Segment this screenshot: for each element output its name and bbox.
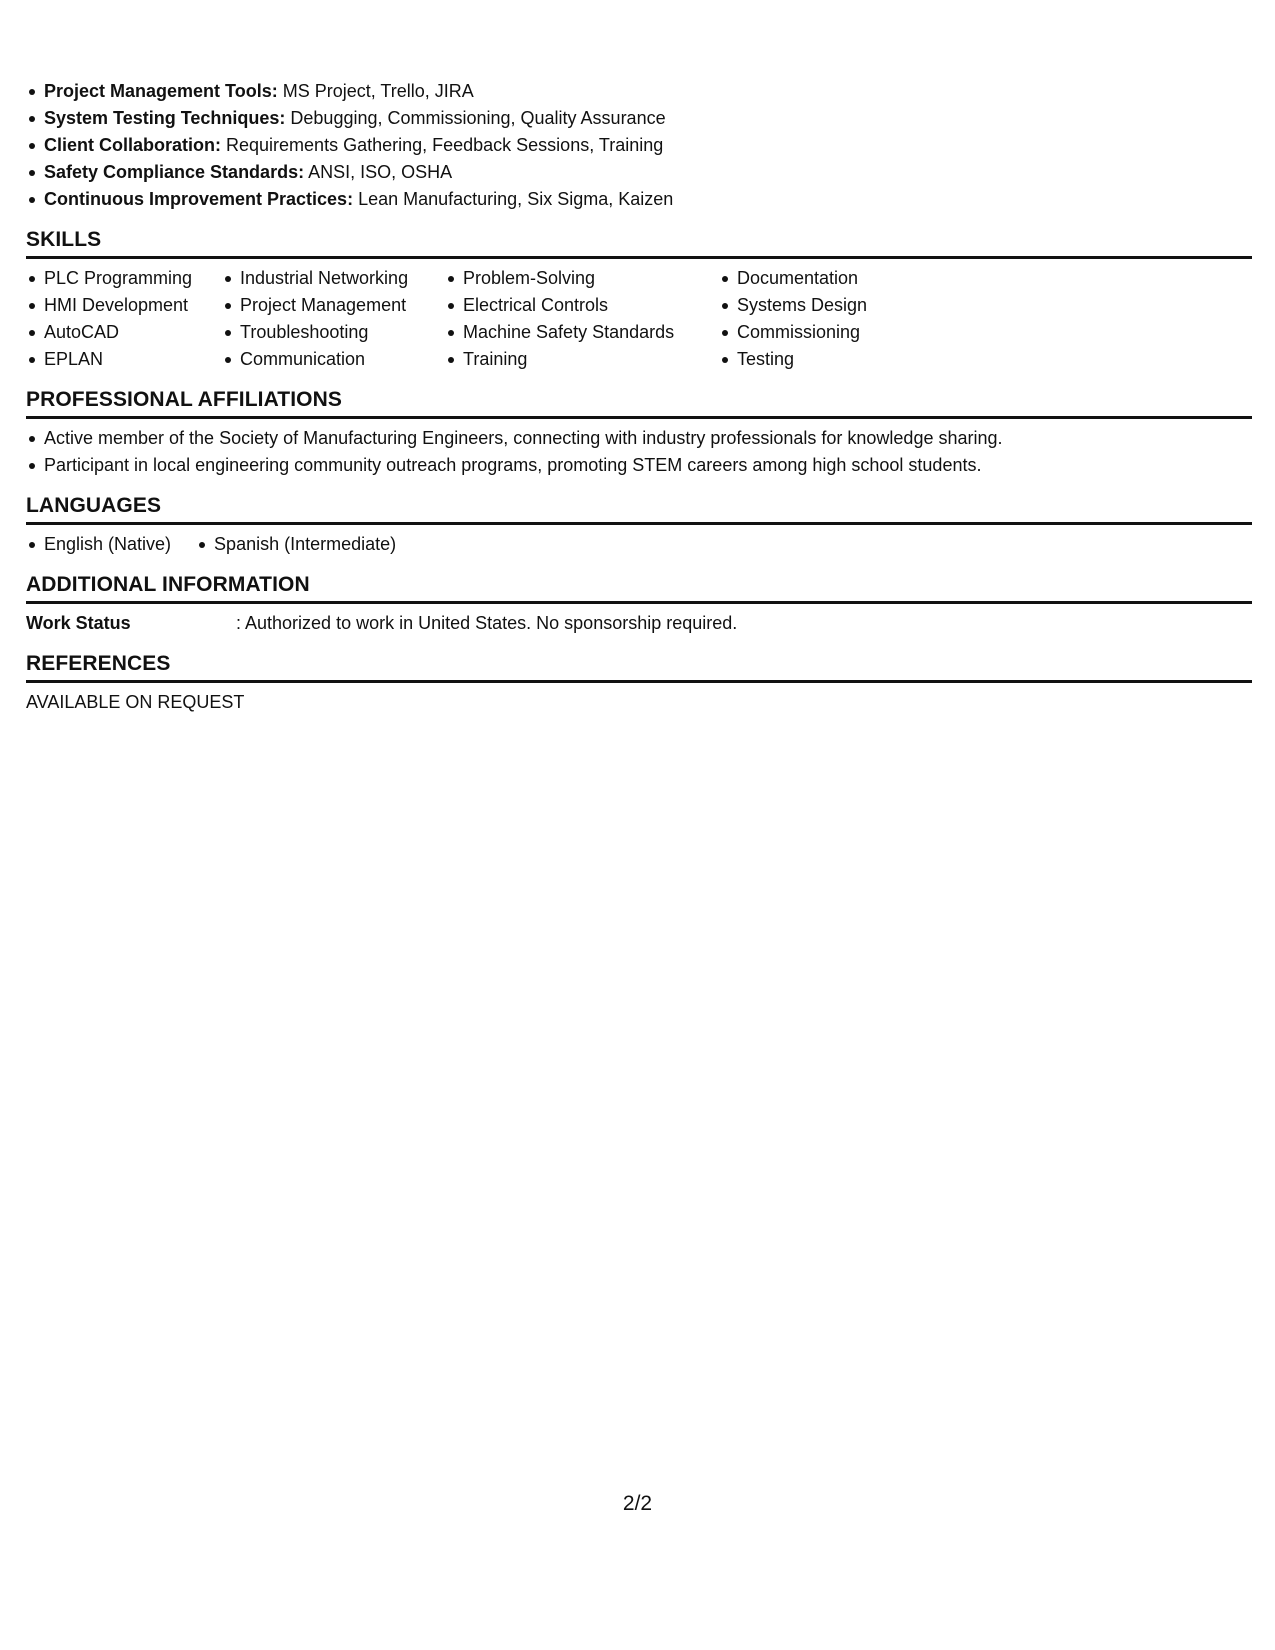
skill-item: Industrial Networking [240, 265, 445, 292]
affiliations-list [26, 425, 1252, 479]
list-item [44, 78, 1252, 105]
skill-item: Project Management [240, 292, 445, 319]
list-item [44, 186, 1252, 213]
references-section [26, 651, 1252, 716]
item-label: Safety Compliance Standards: [44, 162, 305, 182]
list-item [44, 159, 1252, 186]
skills-column [222, 265, 445, 373]
item-label: Continuous Improvement Practices: [44, 189, 354, 209]
section-title: PROFESSIONAL AFFILIATIONS [26, 388, 342, 411]
skill-item: Machine Safety Standards [463, 319, 719, 346]
skill-item: Electrical Controls [463, 292, 719, 319]
item-value: ANSI, ISO, OSHA [308, 162, 453, 182]
section-divider [26, 256, 1252, 259]
skills-section [26, 227, 1252, 373]
section-divider [26, 416, 1252, 419]
skills-column [26, 265, 222, 373]
skills-list [240, 265, 445, 373]
skills-column [445, 265, 719, 373]
section-divider [26, 601, 1252, 604]
skill-item: Communication [240, 346, 445, 373]
list-item: Participant in local engineering community outreach programs, promoting STEM careers among high school students. [44, 452, 1252, 479]
item-value: Lean Manufacturing, Six Sigma, Kaizen [358, 189, 674, 209]
work-status-row [26, 610, 1252, 637]
additional-info-section [26, 572, 1252, 637]
section-divider [26, 522, 1252, 525]
skill-item: Commissioning [737, 319, 937, 346]
language-item: Spanish (Intermediate) [214, 531, 396, 558]
skill-item: Troubleshooting [240, 319, 445, 346]
languages-section [26, 493, 1252, 558]
item-value: Debugging, Commissioning, Quality Assurance [290, 108, 666, 128]
list-item: Active member of the Society of Manufacturing Engineers, connecting with industry professionals for knowledge sharing. [44, 425, 1252, 452]
skill-item: EPLAN [44, 346, 222, 373]
page-number: 2/2 [622, 1492, 653, 1515]
skill-item: Problem-Solving [463, 265, 719, 292]
section-divider [26, 680, 1252, 683]
section-title: REFERENCES [26, 652, 171, 675]
work-status-value: : Authorized to work in United States. No sponsorship required. [236, 613, 738, 633]
language-item: English (Native) [44, 531, 171, 558]
skills-list [737, 265, 937, 373]
skill-item: AutoCAD [44, 319, 222, 346]
skills-list [44, 265, 222, 373]
item-value: MS Project, Trello, JIRA [282, 81, 474, 101]
item-label: Project Management Tools: [44, 81, 278, 101]
skills-list [463, 265, 719, 373]
section-title: LANGUAGES [26, 494, 162, 517]
item-value: Requirements Gathering, Feedback Sessions, Training [226, 135, 664, 155]
work-status-label: Work Status [26, 613, 131, 633]
item-label: System Testing Techniques: [44, 108, 286, 128]
list-item [44, 105, 1252, 132]
section-title: SKILLS [26, 228, 102, 251]
skill-item: Documentation [737, 265, 937, 292]
skill-item: Testing [737, 346, 937, 373]
languages-list [26, 531, 1252, 558]
section-title: ADDITIONAL INFORMATION [26, 573, 310, 596]
skill-item: Systems Design [737, 292, 937, 319]
item-label: Client Collaboration: [44, 135, 221, 155]
skill-item: PLC Programming [44, 265, 222, 292]
affiliations-section [26, 387, 1252, 479]
skill-item: HMI Development [44, 292, 222, 319]
skills-column [719, 265, 937, 373]
tools-list [26, 78, 1252, 213]
resume-page [26, 78, 1252, 716]
skill-item: Training [463, 346, 719, 373]
list-item [44, 132, 1252, 159]
references-text: AVAILABLE ON REQUEST [26, 692, 245, 712]
skills-grid [26, 265, 1252, 373]
